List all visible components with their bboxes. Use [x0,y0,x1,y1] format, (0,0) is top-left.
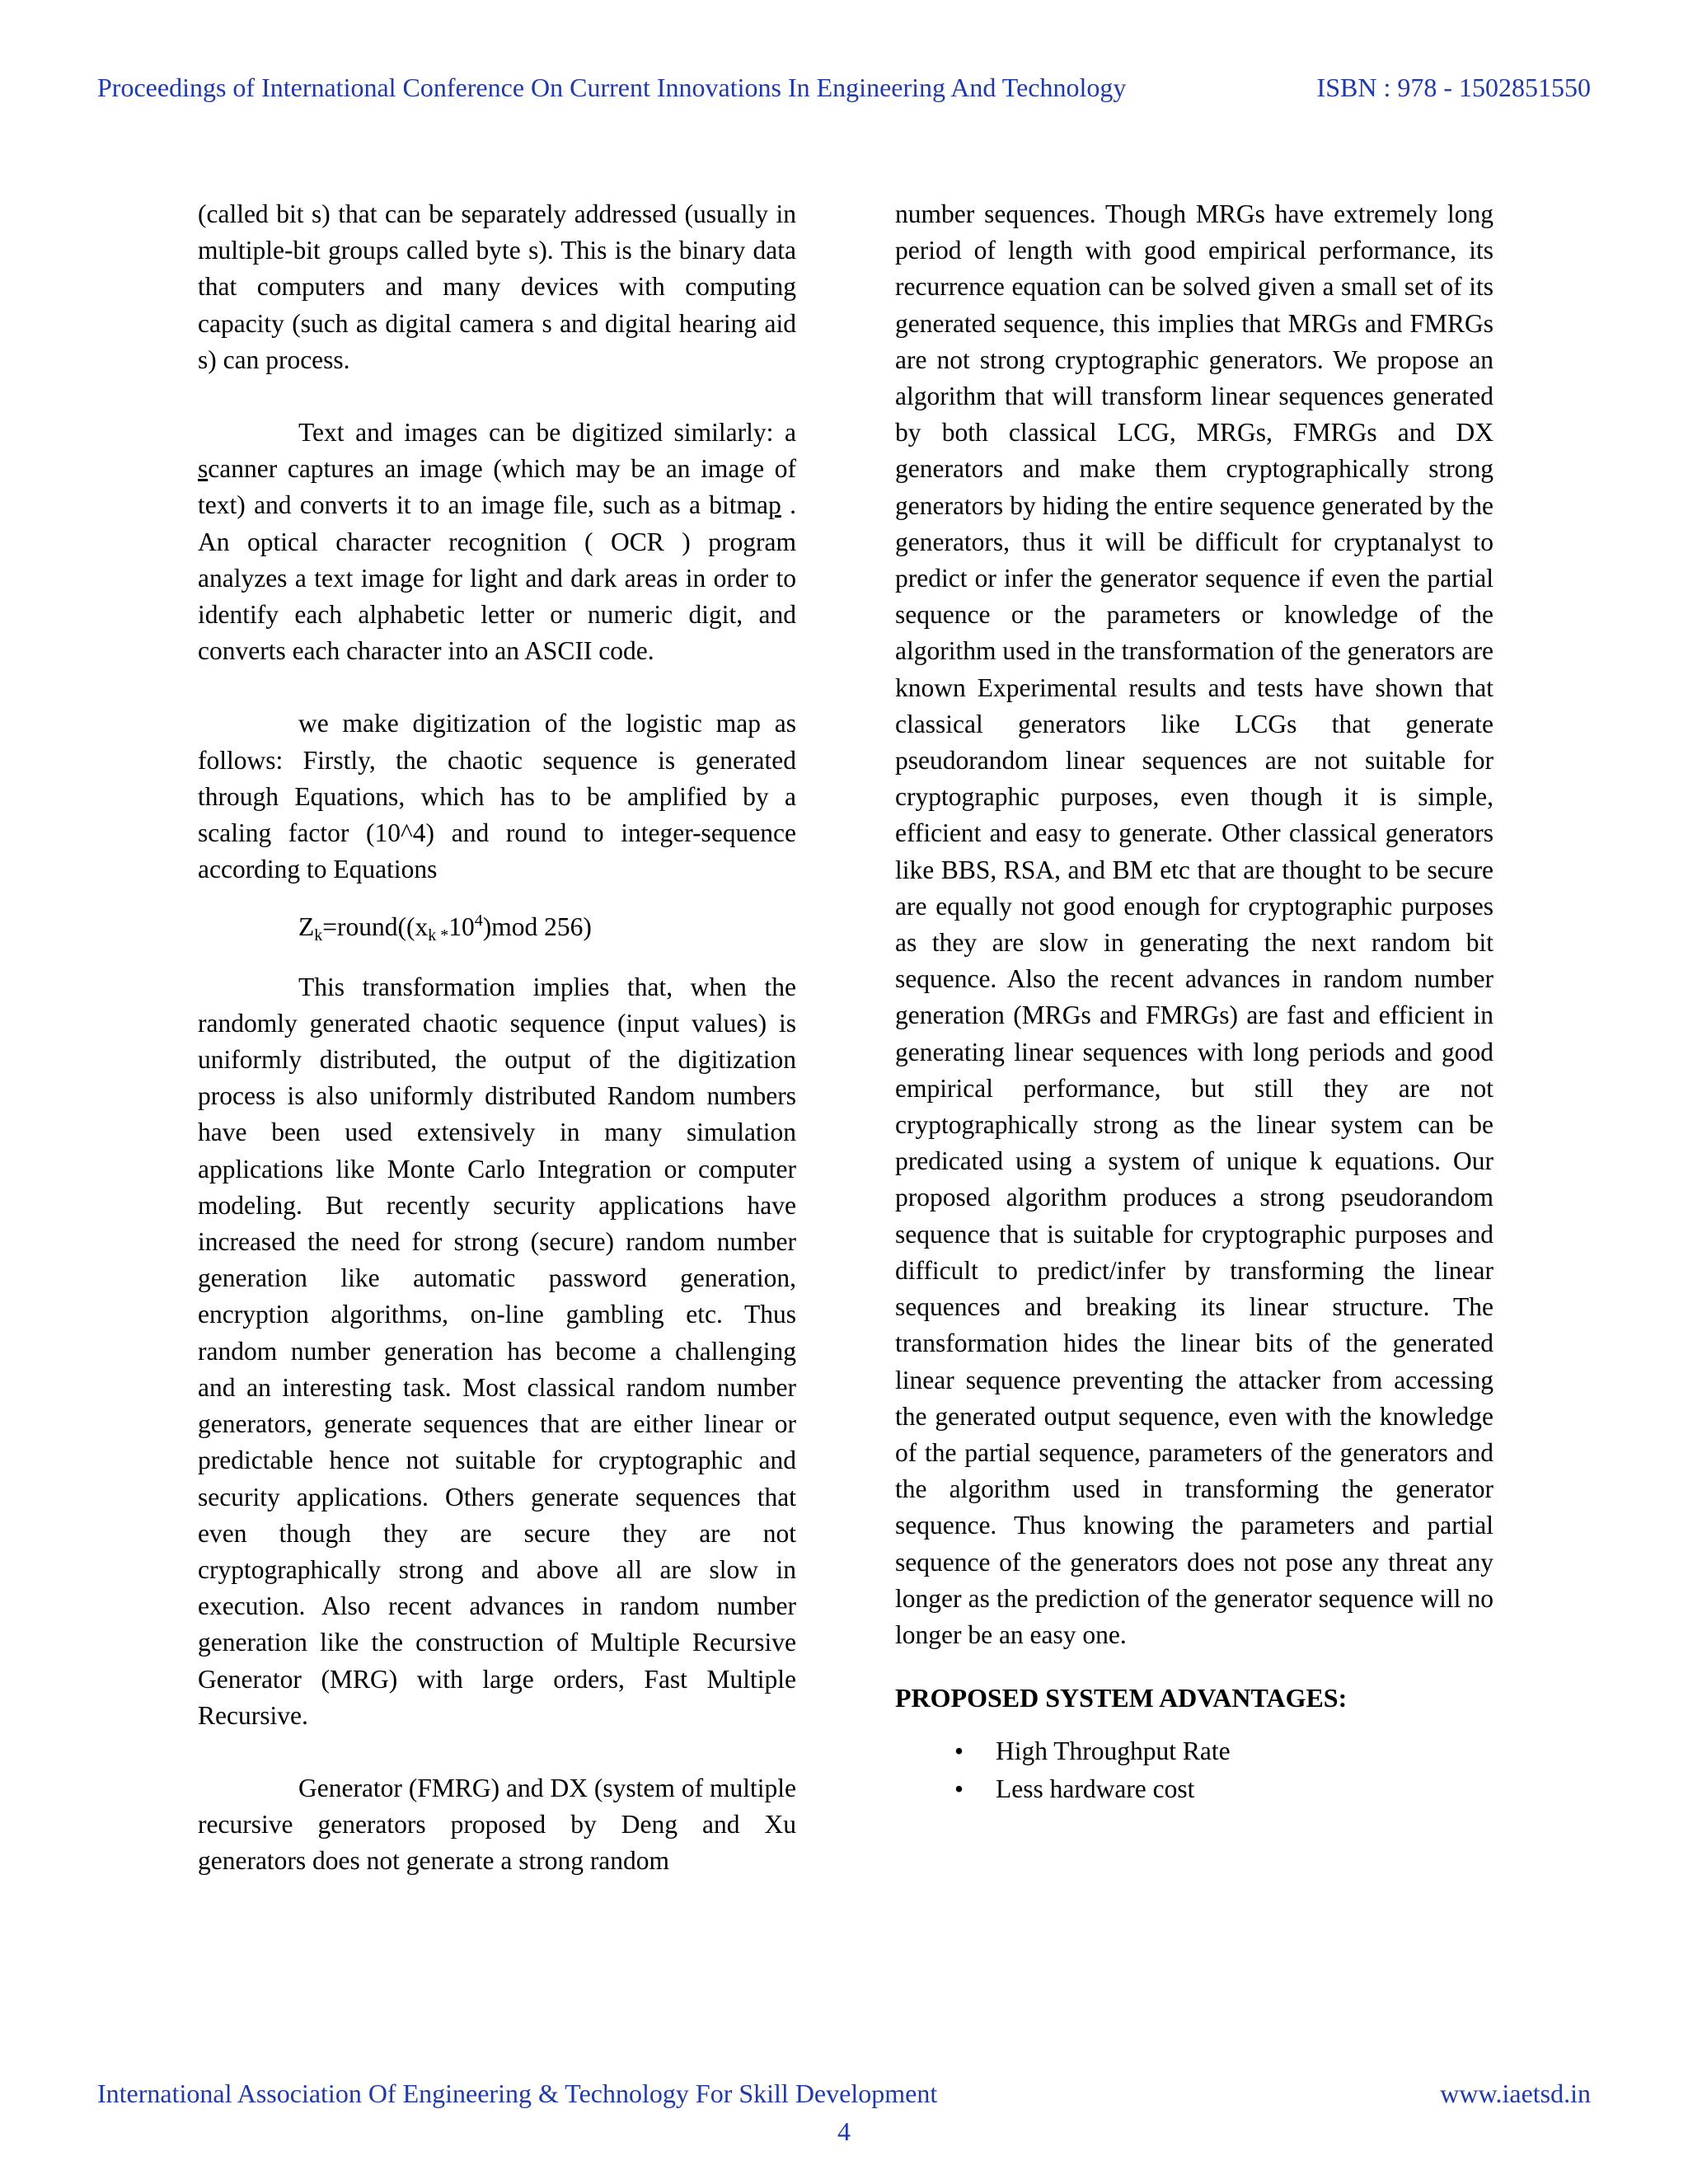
list-item [895,1770,1493,1808]
list-item [895,1732,1493,1770]
p2-text-a: Text and images can be digitized similarly: a [298,418,796,448]
advantages-list [895,1732,1493,1808]
bullet-icon: • [954,1774,964,1804]
left-paragraph-4: This transformation implies that, when the randomly generated chaotic sequence (input values) is uniformly distributed, the output of the digitization process is also uniformly distributed Random numbers have been used extensively in many simulation applications like Monte Carlo Integration or computer modeling. But recently security applications have increased the need for strong (secure) random number generation like automatic password generation, encryption algorithms, on-line gambling etc. Thus random number generation has become a challenging and an interesting task. Most classical random number generators, generate sequences that are either linear or predictable hence not suitable for cryptographic and security applications. Others generate sequences that even though they are secure they are not cryptographically strong and above all are slow in execution. Also recent advances in random number generation like the construction of Multiple Recursive Generator (MRG) with large orders, Fast Multiple Recursive. [198,972,796,1730]
header-conference-title: Proceedings of International Conference On Current Innovations In Engineering And Technology [97,73,1127,102]
eq-round: =round((x [322,912,429,942]
eq-ten: 10 [448,912,475,942]
p2-text-b: canner captures an image (which may be an image of text) and converts it to an image file, such as a bitma [198,454,796,520]
running-header [97,73,1591,103]
left-paragraph-2 [198,415,796,669]
p2-underlined-1: s [198,454,209,484]
eq-sub-k2: k * [428,926,449,945]
page-number: 4 [837,2116,851,2146]
right-column [895,196,1493,1808]
p2-underlined-2: p [768,490,781,520]
footer-website-link[interactable]: www.iaetsd.in [1440,2079,1591,2108]
right-paragraph-1: number sequences. Though MRGs have extremely long period of length with good empirical performance, its recurrence equation can be solved given a small set of its generated sequence, this implies that MRGs and FMRGs are not strong cryptographic generators. We propose an algorithm that will transform linear sequences generated by both classical LCG, MRGs, FMRGs and DX generators and make them cryptographically strong generators by hiding the entire sequence generated by the generators, thus it will be difficult for cryptanalyst to predict or infer the generator sequence if even the partial sequence or the parameters or knowledge of the algorithm used in the transformation of the generators are known Experimental results and tests have shown that classical generators like LCGs that generate pseudorandom linear sequences are not suitable for cryptographic purposes, even though it is simple, efficient and easy to generate. Other classical generators like BBS, RSA, and BM etc that are thought to be secure are equally not good enough for cryptographic purposes as they are slow in generating the next random bit sequence. Also the recent advances in random number generation (MRGs and FMRGs) are fast and efficient in generating linear sequences with long periods and good empirical performance, but still they are not cryptographically strong as the linear system can be predicated using a system of unique k equations. Our proposed algorithm produces a strong pseudorandom sequence that is suitable for cryptographic purposes and difficult to predict/infer by transforming the linear sequences and breaking its linear structure. The transformation hides the linear bits of the generated linear sequence preventing the attacker from accessing the generated output sequence, even with the knowledge of the partial sequence, parameters of the generators and the algorithm used in transforming the generator sequence. Thus knowing the parameters and partial sequence of the generators does not pose any threat any longer as the prediction of the generator sequence will no longer be an easy one. [895,199,1494,1649]
list-item-label: Less hardware cost [996,1774,1195,1804]
left-column [198,196,796,1880]
left-paragraph-3: we make digitization of the logistic map as follows: Firstly, the chaotic sequence is generated through Equations, which has to be amplified by a scaling factor (10^4) and round to integer-sequence according to Equations [198,709,796,884]
eq-sup-4: 4 [474,912,483,930]
eq-z: Z [298,912,315,942]
footer-association: International Association Of Engineering & Technology For Skill Development [97,2079,938,2108]
equation-digitization [198,902,796,954]
list-item-label: High Throughput Rate [996,1736,1231,1766]
section-heading-advantages: PROPOSED SYSTEM ADVANTAGES: [895,1683,1348,1713]
eq-mod: )mod 256) [482,912,592,942]
bullet-icon: • [954,1736,964,1766]
p2-text-c: . An optical character recognition ( OCR ) program analyzes a text image for light and dark areas in order to identify each alphabetic letter or numeric digit, and converts each character into an ASCII code. [198,490,797,666]
running-footer [97,2079,1591,2109]
left-paragraph-5: Generator (FMRG) and DX (system of multiple recursive generators proposed by Deng and Xu generators does not generate a strong random [198,1773,796,1876]
header-isbn: ISBN : 978 - 1502851550 [1316,73,1591,102]
eq-sub-k: k [314,926,323,945]
left-paragraph-1: (called bit s) that can be separately addressed (usually in multiple-bit groups called byte s). This is the binary data that computers and many devices with computing capacity (such as digital camera s and digital hearing aid s) can process. [198,199,796,374]
